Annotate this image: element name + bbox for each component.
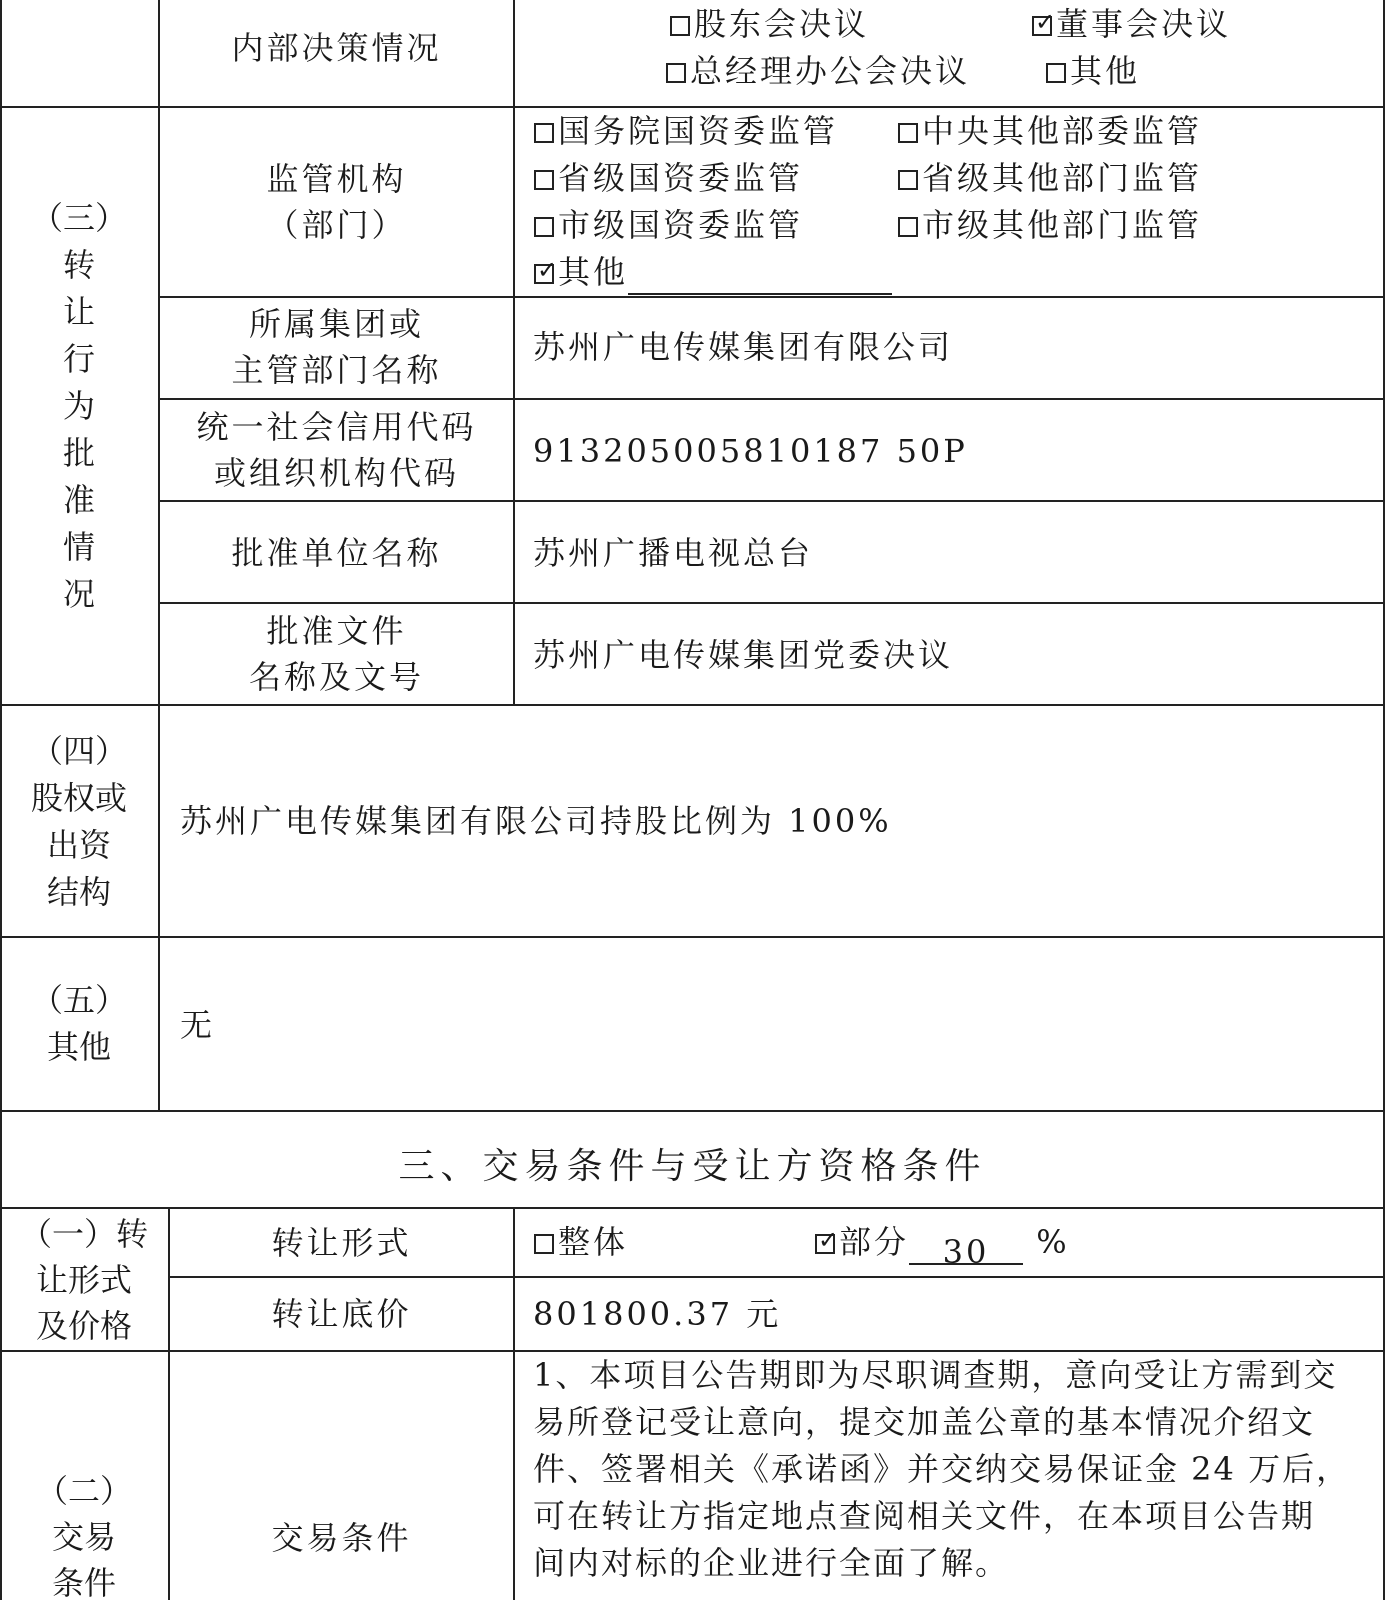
checkbox-whole[interactable]: 整体 xyxy=(534,1219,628,1265)
checkbox-icon[interactable] xyxy=(534,170,554,190)
part3-title-char: 况 xyxy=(62,575,95,613)
part4-title xyxy=(0,728,158,916)
trade-condition-line: 易所登记受让意向，提交加盖公章的基本情况介绍文 xyxy=(533,1403,1316,1441)
group-value: 苏州广电传媒集团有限公司 xyxy=(533,328,954,366)
section3-heading: 三、交易条件与受让方资格条件 xyxy=(398,1146,987,1187)
s3-part2-title-line: 条件 xyxy=(51,1564,116,1602)
trade-condition-line: 间内对标的企业进行全面了解。 xyxy=(533,1544,1010,1582)
checkbox-provincial-other[interactable]: 省级其他部门监管 xyxy=(898,155,1202,201)
approver-label: 批准单位名称 xyxy=(231,534,442,572)
checkbox-board[interactable]: ✓ 董事会决议 xyxy=(1032,1,1231,47)
equity-structure-value: 苏州广电传媒集团有限公司持股比例为 100% xyxy=(180,802,892,840)
part5-title-line: 其他 xyxy=(46,1028,111,1066)
checkbox-icon[interactable] xyxy=(898,217,918,237)
regulator-label-sub: （部门） xyxy=(266,206,407,244)
part3-title-char: 为 xyxy=(62,387,95,425)
checkbox-state-council-sasac[interactable]: 国务院国资委监管 xyxy=(534,108,838,154)
credit-code-value: 913205005810187 50P xyxy=(533,432,968,470)
part4-title-line: 结构 xyxy=(46,873,111,911)
part3-title-char: 行 xyxy=(62,340,95,378)
s3-part1-title-line: 及价格 xyxy=(35,1307,132,1345)
checkbox-icon[interactable] xyxy=(534,123,554,143)
checkbox-icon[interactable] xyxy=(670,16,690,36)
row-divider xyxy=(158,398,1385,400)
trade-condition-line: 件、签署相关《承诺函》并交纳交易保证金 24 万后， xyxy=(533,1450,1351,1488)
trade-conditions-label: 交易条件 xyxy=(271,1519,412,1557)
checkbox-gm-office[interactable]: 总经理办公会决议 xyxy=(666,48,970,94)
checkbox-checked-icon[interactable] xyxy=(534,264,554,284)
checkbox-municipal-sasac[interactable]: 市级国资委监管 xyxy=(534,202,803,248)
checkbox-icon[interactable] xyxy=(666,63,686,83)
checkbox-shareholder[interactable]: 股东会决议 xyxy=(670,1,869,47)
col-divider xyxy=(513,0,515,704)
checkbox-provincial-sasac[interactable]: 省级国资委监管 xyxy=(534,155,803,201)
checkbox-icon[interactable] xyxy=(534,1234,554,1254)
regulator-label: 监管机构 xyxy=(266,160,407,198)
checkbox-icon[interactable] xyxy=(898,170,918,190)
internal-decision-label: 内部决策情况 xyxy=(231,29,442,67)
other-value: 无 xyxy=(180,1006,216,1044)
s3-part1-title xyxy=(0,1211,168,1349)
transfer-form-label: 转让形式 xyxy=(271,1224,412,1262)
s3-part1-title-line: 让形式 xyxy=(35,1261,132,1299)
part3-title-char: 批 xyxy=(62,434,95,472)
row-divider xyxy=(0,1110,1385,1112)
checkbox-other-decision[interactable]: 其他 xyxy=(1046,48,1140,94)
other-blank-line[interactable] xyxy=(628,259,892,295)
s3-part2-title xyxy=(0,1468,168,1606)
group-label-sub: 主管部门名称 xyxy=(231,351,442,389)
part5-title-line: （五） xyxy=(30,981,127,1019)
row-divider xyxy=(158,296,1385,298)
s3-part1-title-line: （一）转 xyxy=(19,1215,148,1253)
checkbox-municipal-other[interactable]: 市级其他部门监管 xyxy=(898,202,1202,248)
approval-doc-label: 批准文件 xyxy=(266,612,407,650)
credit-code-label-sub: 或组织机构代码 xyxy=(213,454,459,492)
col-divider xyxy=(513,1207,515,1600)
checkbox-central-ministry[interactable]: 中央其他部委监管 xyxy=(898,108,1202,154)
part4-title-line: 出资 xyxy=(46,826,111,864)
row-divider xyxy=(0,1207,1385,1209)
approval-doc-value: 苏州广电传媒集团党委决议 xyxy=(533,636,954,674)
part3-title xyxy=(0,195,158,618)
part3-title-char: 情 xyxy=(62,528,95,566)
part3-title-char: 准 xyxy=(62,481,95,519)
approval-doc-label-sub: 名称及文号 xyxy=(248,658,424,696)
s3-part2-title-line: （二） xyxy=(35,1472,132,1510)
partial-percent-field[interactable]: 30 xyxy=(909,1229,1023,1265)
credit-code-label: 统一社会信用代码 xyxy=(196,408,477,446)
checkbox-icon[interactable] xyxy=(898,123,918,143)
row-divider xyxy=(158,500,1385,502)
trade-condition-line: 1、本项目公告期即为尽职调查期，意向受让方需到交 xyxy=(533,1356,1338,1394)
row-divider xyxy=(158,602,1385,604)
checkbox-checked-icon[interactable] xyxy=(815,1234,835,1254)
row-divider xyxy=(168,1276,1385,1278)
reserve-price-label: 转让底价 xyxy=(271,1295,412,1333)
checkbox-regulator-other[interactable]: ✓其他 xyxy=(534,249,892,295)
approver-value: 苏州广播电视总台 xyxy=(533,534,814,572)
row-divider xyxy=(0,936,1385,938)
reserve-price-value: 801800.37 元 xyxy=(533,1295,782,1333)
trade-conditions-text xyxy=(533,1352,1378,1587)
part4-title-line: （四） xyxy=(30,732,127,770)
s3-part2-title-line: 交易 xyxy=(51,1518,116,1556)
part4-title-line: 股权或 xyxy=(30,779,127,817)
checkbox-icon[interactable] xyxy=(1046,63,1066,83)
part5-title xyxy=(0,977,158,1071)
row-divider xyxy=(0,704,1385,706)
percent-sign: % xyxy=(1036,1223,1070,1261)
checkbox-partial[interactable]: ✓ 部分 30 % xyxy=(815,1219,1070,1265)
checkbox-checked-icon[interactable] xyxy=(1032,16,1052,36)
part3-title-char: 让 xyxy=(62,293,95,331)
part3-title-char: 转 xyxy=(62,246,95,284)
trade-condition-line: 可在转让方指定地点查阅相关文件，在本项目公告期 xyxy=(533,1497,1316,1535)
checkbox-icon[interactable] xyxy=(534,217,554,237)
group-label: 所属集团或 xyxy=(248,305,424,343)
part3-title-paren: （三） xyxy=(30,199,127,237)
